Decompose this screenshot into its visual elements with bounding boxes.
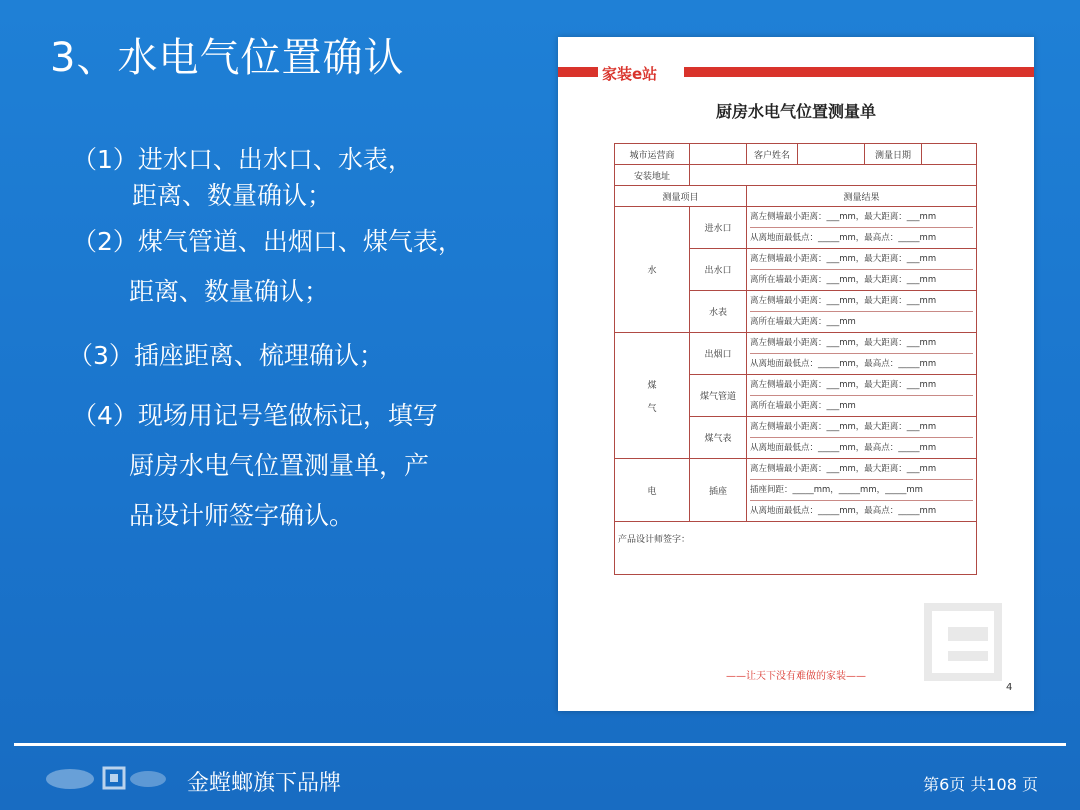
header-cell: 测量日期	[865, 144, 922, 165]
item-cell: 出水口	[690, 249, 747, 291]
table-row	[615, 522, 977, 575]
bullet-continuation: 品设计师签字确认。	[129, 501, 355, 530]
item-cell: 插座	[690, 459, 747, 522]
footer-brand: 金螳螂旗下品牌	[187, 771, 342, 796]
result-cell	[747, 249, 977, 291]
result-cell	[747, 459, 977, 522]
bullet-text: （3）插座距离、梳理确认；	[68, 341, 384, 370]
result-line: 离左侧墙最小距离：___mm，最大距离：___mm	[750, 212, 937, 222]
value-cell	[690, 165, 977, 186]
result-cell	[747, 207, 977, 249]
result-cell	[747, 417, 977, 459]
footer-logo-icon	[40, 762, 170, 796]
result-line: 离左侧墙最小距离：___mm，最大距离：___mm	[750, 422, 937, 432]
value-cell	[798, 144, 865, 165]
table-row	[615, 459, 977, 522]
header-red-bar	[684, 67, 1034, 77]
page-info: 第6页 共108 页	[923, 775, 1038, 794]
brand-logo: 家装e站	[602, 65, 658, 83]
signature-cell: 产品设计师签字：	[615, 522, 977, 575]
footer-divider	[14, 743, 1066, 746]
header-red-bar	[558, 67, 598, 77]
result-line: 从离地面最低点：_____mm，最高点：_____mm	[750, 500, 973, 521]
bullet-text: （2）煤气管道、出烟口、煤气表，	[72, 227, 463, 256]
bullet-continuation: 距离、数量确认；	[129, 277, 330, 306]
result-line: 离左侧墙最小距离：___mm，最大距离：___mm	[750, 464, 937, 474]
measurement-table	[614, 143, 977, 575]
column-header: 测量项目	[615, 186, 747, 207]
result-line: 离所在墙最小距离：___mm	[750, 395, 973, 416]
table-row	[615, 144, 977, 165]
result-cell	[747, 375, 977, 417]
item-cell: 煤气表	[690, 417, 747, 459]
item-cell: 进水口	[690, 207, 747, 249]
document-page-number: 4	[1006, 682, 1013, 693]
measurement-form-image	[558, 37, 1034, 711]
bullet-text: （1）进水口、出水口、水表，	[72, 145, 413, 174]
table-row	[615, 333, 977, 375]
group-cell	[615, 333, 690, 459]
group-label: 气	[647, 403, 657, 414]
result-line: 从离地面最低点：_____mm，最高点：_____mm	[750, 437, 973, 458]
header-cell: 安装地址	[615, 165, 690, 186]
item-cell: 煤气管道	[690, 375, 747, 417]
table-row	[615, 207, 977, 249]
result-line: 离左侧墙最小距离：___mm，最大距离：___mm	[750, 380, 937, 390]
bullet-item-2	[72, 222, 463, 308]
bullet-continuation: 厨房水电气位置测量单，产	[129, 451, 430, 480]
bullet-item-4	[72, 396, 438, 532]
table-row	[615, 165, 977, 186]
table-row	[615, 186, 977, 207]
slide-title: 3、水电气位置确认	[50, 35, 405, 81]
result-line: 离左侧墙最小距离：___mm，最大距离：___mm	[750, 254, 937, 264]
item-cell: 出烟口	[690, 333, 747, 375]
slogan: ——让天下没有难做的家装——	[726, 671, 866, 682]
bullet-item-1	[72, 140, 413, 212]
result-line: 离所在墙最大距离：___mm	[750, 311, 973, 332]
header-cell: 城市运营商	[615, 144, 690, 165]
bullet-continuation: 距离、数量确认；	[132, 181, 333, 210]
result-cell	[747, 291, 977, 333]
result-line: 离左侧墙最小距离：___mm，最大距离：___mm	[750, 296, 937, 306]
bullet-text: （4）现场用记号笔做标记，填写	[72, 401, 438, 430]
group-cell: 水	[615, 207, 690, 333]
column-header: 测量结果	[747, 186, 977, 207]
group-cell: 电	[615, 459, 690, 522]
result-cell	[747, 333, 977, 375]
value-cell	[690, 144, 747, 165]
value-cell	[922, 144, 977, 165]
header-cell: 客户姓名	[747, 144, 798, 165]
result-line: 离左侧墙最小距离：___mm，最大距离：___mm	[750, 338, 937, 348]
result-line: 离所在墙最小距离：___mm，最大距离：___mm	[750, 269, 973, 290]
item-cell: 水表	[690, 291, 747, 333]
result-line: 从离地面最低点：_____mm，最高点：_____mm	[750, 353, 973, 374]
form-title: 厨房水电气位置测量单	[715, 102, 876, 121]
group-label: 煤	[647, 380, 657, 391]
bullet-item-3	[68, 336, 384, 372]
result-line: 插座间距：_____mm，_____mm，_____mm	[750, 479, 973, 500]
result-line: 从离地面最低点：_____mm，最高点：_____mm	[750, 227, 973, 248]
